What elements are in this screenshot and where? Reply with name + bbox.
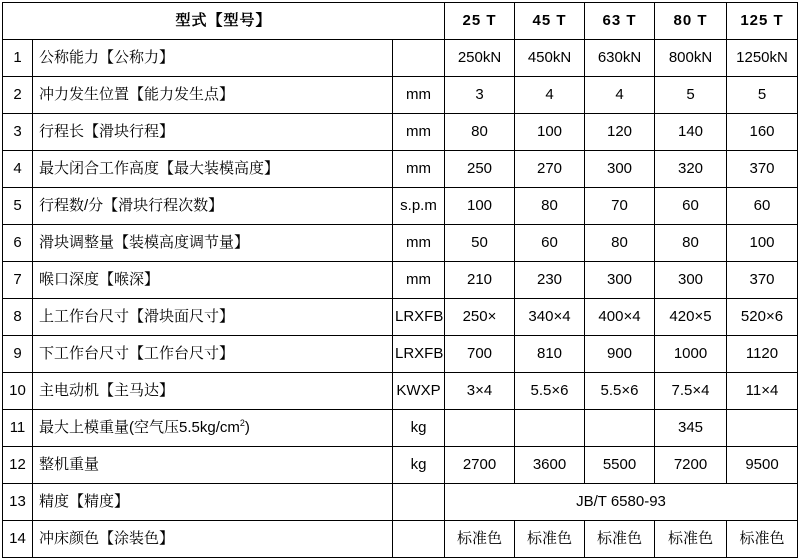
row-value-45t: 80: [515, 188, 585, 225]
row-value-45t: 270: [515, 151, 585, 188]
row-name: 上工作台尺寸【滑块面尺寸】: [33, 299, 393, 336]
row-value-80t: 800kN: [655, 40, 727, 77]
row-unit: [393, 521, 445, 558]
row-value-63t: 标准色: [585, 521, 655, 558]
table-row: [3, 373, 798, 410]
row-value-125t: 1120: [727, 336, 798, 373]
row-value-45t: 340×4: [515, 299, 585, 336]
table-row: [3, 40, 798, 77]
row-value-125t: 9500: [727, 447, 798, 484]
row-value-45t: 60: [515, 225, 585, 262]
row-index: 8: [3, 299, 33, 336]
header-model-45t: 45 T: [515, 3, 585, 40]
row-value-80t: 标准色: [655, 521, 727, 558]
row-index: 12: [3, 447, 33, 484]
row-index: 6: [3, 225, 33, 262]
header-model-25t: 25 T: [445, 3, 515, 40]
row-unit: [393, 484, 445, 521]
row-index: 4: [3, 151, 33, 188]
row-name: 喉口深度【喉深】: [33, 262, 393, 299]
row-name: 最大闭合工作高度【最大装模高度】: [33, 151, 393, 188]
row-value-25t: 210: [445, 262, 515, 299]
row-value-45t: 100: [515, 114, 585, 151]
row-value-80t: 420×5: [655, 299, 727, 336]
row-value-125t: 5: [727, 77, 798, 114]
row-name: 冲力发生位置【能力发生点】: [33, 77, 393, 114]
specification-table: [2, 2, 798, 558]
row-index: 14: [3, 521, 33, 558]
row-name: 精度【精度】: [33, 484, 393, 521]
row-unit: KWXP: [393, 373, 445, 410]
row-value-25t: 100: [445, 188, 515, 225]
row-value-125t: 370: [727, 151, 798, 188]
row-value-80t: 300: [655, 262, 727, 299]
table-row: [3, 447, 798, 484]
row-value-25t: 250×: [445, 299, 515, 336]
row-value-63t: 400×4: [585, 299, 655, 336]
row-index: 7: [3, 262, 33, 299]
row-value-accuracy-all: JB/T 6580-93: [445, 484, 798, 521]
row-value-63t: 630kN: [585, 40, 655, 77]
row-index: 2: [3, 77, 33, 114]
row-name: 滑块调整量【装模高度调节量】: [33, 225, 393, 262]
header-title-cell: 型式【型号】: [3, 3, 445, 40]
row-value-25t: 3×4: [445, 373, 515, 410]
row-unit: [393, 40, 445, 77]
row-unit: mm: [393, 77, 445, 114]
table-header-row: [3, 3, 798, 40]
row-value-25t: 250kN: [445, 40, 515, 77]
table-row: [3, 114, 798, 151]
row-value-63t: 4: [585, 77, 655, 114]
row-value-25t: 50: [445, 225, 515, 262]
table-row: [3, 188, 798, 225]
row-name: 冲床颜色【涂装色】: [33, 521, 393, 558]
row-value-63t: 300: [585, 262, 655, 299]
row-value-80t: 5: [655, 77, 727, 114]
table-row: [3, 521, 798, 558]
row-value-63t: 900: [585, 336, 655, 373]
row-value-25t: 250: [445, 151, 515, 188]
row-index: 5: [3, 188, 33, 225]
row-name: 行程数/分【滑块行程次数】: [33, 188, 393, 225]
row-index: 13: [3, 484, 33, 521]
row-value-125t: 标准色: [727, 521, 798, 558]
table-row: [3, 336, 798, 373]
row-name: 公称能力【公称力】: [33, 40, 393, 77]
row-unit: mm: [393, 225, 445, 262]
row-value-63t: 5.5×6: [585, 373, 655, 410]
table-row: [3, 225, 798, 262]
table-row: [3, 262, 798, 299]
row-value-80t: 7.5×4: [655, 373, 727, 410]
row-name: 最大上模重量(空气压$5.5kg/cm^2$): [33, 410, 393, 447]
table-row: [3, 299, 798, 336]
row-name: 主电动机【主马达】: [33, 373, 393, 410]
row-name: 下工作台尺寸【工作台尺寸】: [33, 336, 393, 373]
row-index: 3: [3, 114, 33, 151]
row-value-125t: 160: [727, 114, 798, 151]
row-value-125t: 60: [727, 188, 798, 225]
row-value-80t: 1000: [655, 336, 727, 373]
row-value-63t: 120: [585, 114, 655, 151]
row-value-25t: [445, 410, 515, 447]
row-value-125t: 100: [727, 225, 798, 262]
row-value-63t: 5500: [585, 447, 655, 484]
header-model-63t: 63 T: [585, 3, 655, 40]
row-index: 1: [3, 40, 33, 77]
table-row: [3, 410, 798, 447]
row-index: 11: [3, 410, 33, 447]
row-value-80t: 345: [655, 410, 727, 447]
row-value-80t: 320: [655, 151, 727, 188]
row-value-63t: 70: [585, 188, 655, 225]
row-value-25t: 标准色: [445, 521, 515, 558]
row-value-80t: 80: [655, 225, 727, 262]
row-value-25t: 3: [445, 77, 515, 114]
row-unit: mm: [393, 151, 445, 188]
row-name: 行程长【滑块行程】: [33, 114, 393, 151]
row-index: 10: [3, 373, 33, 410]
row-unit: LRXFB: [393, 299, 445, 336]
header-model-125t: 125 T: [727, 3, 798, 40]
row-value-80t: 140: [655, 114, 727, 151]
row-value-25t: 700: [445, 336, 515, 373]
row-value-63t: 80: [585, 225, 655, 262]
row-value-45t: 450kN: [515, 40, 585, 77]
row-unit: kg: [393, 410, 445, 447]
header-model-80t: 80 T: [655, 3, 727, 40]
row-value-125t: 520×6: [727, 299, 798, 336]
row-value-45t: 230: [515, 262, 585, 299]
row-value-80t: 7200: [655, 447, 727, 484]
row-unit: mm: [393, 114, 445, 151]
row-value-25t: 80: [445, 114, 515, 151]
row-value-63t: 300: [585, 151, 655, 188]
row-index: 9: [3, 336, 33, 373]
table-body: [3, 3, 798, 558]
row-unit: mm: [393, 262, 445, 299]
row-value-45t: 3600: [515, 447, 585, 484]
row-unit: LRXFB: [393, 336, 445, 373]
table-row: [3, 484, 798, 521]
row-value-125t: [727, 410, 798, 447]
row-value-125t: 370: [727, 262, 798, 299]
row-value-45t: 4: [515, 77, 585, 114]
row-value-125t: 1250kN: [727, 40, 798, 77]
row-value-45t: [515, 410, 585, 447]
table-row: [3, 77, 798, 114]
row-value-45t: 5.5×6: [515, 373, 585, 410]
row-name: 整机重量: [33, 447, 393, 484]
row-unit: s.p.m: [393, 188, 445, 225]
row-value-63t: [585, 410, 655, 447]
row-value-125t: 11×4: [727, 373, 798, 410]
row-value-45t: 810: [515, 336, 585, 373]
table-row: [3, 151, 798, 188]
row-value-25t: 2700: [445, 447, 515, 484]
row-value-45t: 标准色: [515, 521, 585, 558]
row-value-80t: 60: [655, 188, 727, 225]
row-unit: kg: [393, 447, 445, 484]
